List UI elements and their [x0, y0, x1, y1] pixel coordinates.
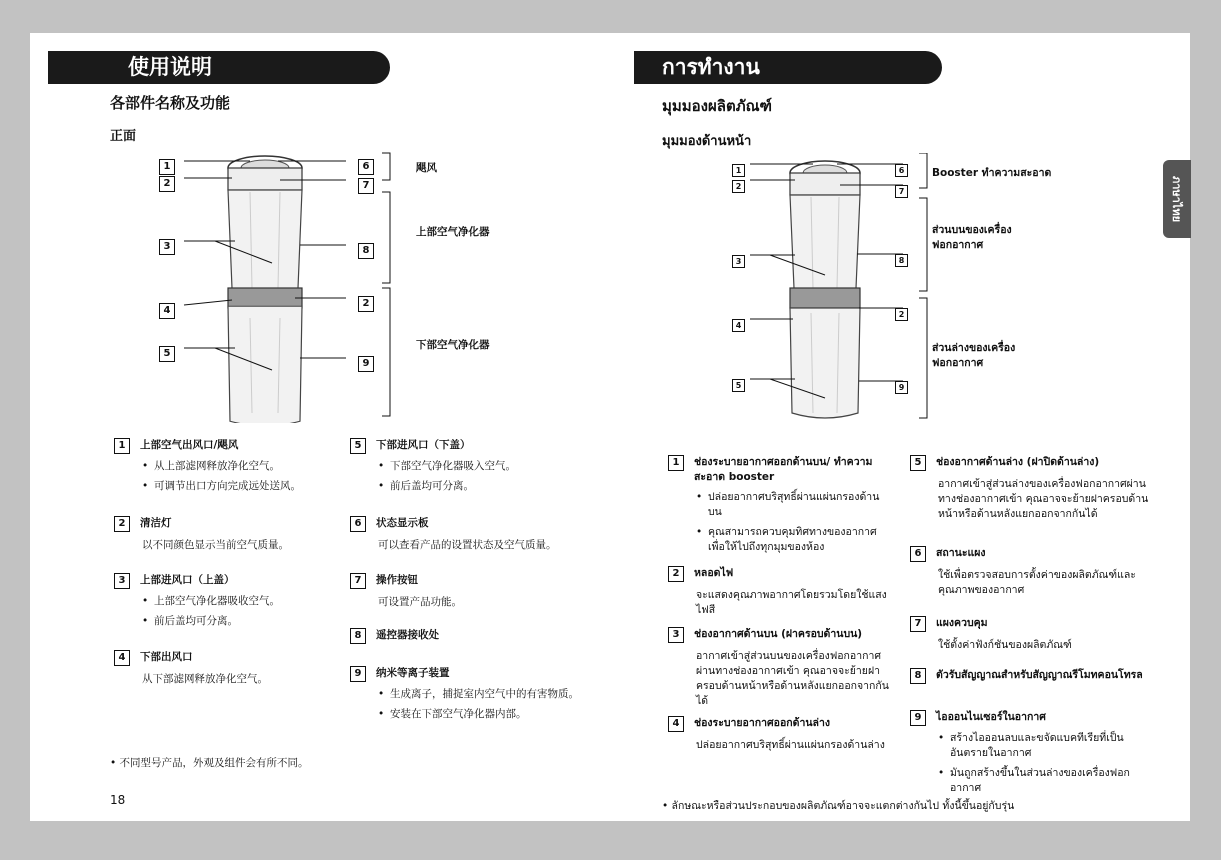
item-bullet: • สร้างไอออนลบและขจัดแบคทีเรียที่เป็นอันตรายในอากาศ: [938, 731, 1150, 761]
callout-1: 1: [159, 159, 175, 175]
item-bullet: • ปล่อยอากาศบริสุทธิ์ผ่านแผ่นกรองด้านบน: [696, 490, 893, 520]
list-item: [910, 710, 1150, 796]
left-page: [30, 33, 610, 821]
callout-1: 1: [732, 164, 745, 177]
item-number: 6: [350, 516, 366, 532]
item-number: 8: [910, 668, 926, 684]
item-desc: จะแสดงคุณภาพอากาศโดยรวมโดยใช้แสงไฟสี: [696, 589, 887, 616]
callout-7: 7: [358, 178, 374, 194]
item-title: ช่องระบายอากาศออกด้านล่าง: [694, 717, 830, 729]
bracket-label-booster: Booster ทำความสะอาด: [932, 167, 1052, 179]
item-bullet: • 上部空气净化器吸收空气。: [142, 594, 334, 609]
list-item: [114, 650, 334, 687]
bracket-label-upper: ส่วนบนของเครื่อง ฟอกอากาศ: [932, 224, 1012, 251]
item-title: 下部进风口（下盖）: [376, 439, 471, 451]
list-item: [910, 546, 1150, 598]
item-title: ไอออนไนเซอร์ในอากาศ: [936, 711, 1046, 723]
item-number: 6: [910, 546, 926, 562]
section-title: การทำงาน: [662, 55, 760, 79]
view-label: 正面: [110, 129, 137, 144]
item-number: 4: [114, 650, 130, 666]
bracket-label-lower: 下部空气净化器: [416, 339, 490, 351]
item-desc: 可以查看产品的设置状态及空气质量。: [378, 539, 557, 551]
callout-3: 3: [732, 255, 745, 268]
page-subtitle: 各部件名称及功能: [110, 94, 231, 112]
item-number: 4: [668, 716, 684, 732]
callout-2b: 2: [895, 308, 908, 321]
item-number: 1: [114, 438, 130, 454]
callout-6: 6: [895, 164, 908, 177]
item-title: 下部出风口: [140, 651, 193, 663]
item-number: 9: [910, 710, 926, 726]
callout-2: 2: [732, 180, 745, 193]
list-item: [350, 573, 590, 610]
footnote: • ลักษณะหรือส่วนประกอบของผลิตภัณฑ์อาจจะแตกต่างกันไป ทั้งนี้ขึ้นอยู่กับรุ่น: [662, 800, 1015, 812]
callout-8: 8: [895, 254, 908, 267]
item-number: 7: [350, 573, 366, 589]
item-desc: 以不同颜色显示当前空气质量。: [142, 539, 289, 551]
list-item: [350, 628, 590, 644]
section-banner: [634, 51, 942, 84]
language-tab: [1163, 160, 1191, 238]
list-item: [350, 438, 590, 494]
callout-5: 5: [732, 379, 745, 392]
item-title: ช่องอากาศด้านล่าง (ฝาปิดด้านล่าง): [936, 456, 1100, 468]
list-item: [668, 716, 893, 753]
item-bullet: • 从上部滤网释放净化空气。: [142, 459, 334, 474]
item-number: 3: [114, 573, 130, 589]
callout-3: 3: [159, 239, 175, 255]
item-title: ตัวรับสัญญาณสำหรับสัญญาณรีโมทคอนโทรล: [936, 669, 1143, 681]
item-title: ช่องระบายอากาศออกด้านบน/ ทำความสะอาด booster: [694, 456, 873, 483]
item-title: แผงควบคุม: [936, 617, 988, 629]
list-item: [350, 516, 590, 553]
right-page: [610, 33, 1190, 821]
view-label: มุมมองด้านหน้า: [662, 134, 752, 149]
bracket-label-booster: 飓风: [416, 162, 437, 174]
list-item: [668, 455, 893, 555]
item-bullet: • คุณสามารถควบคุมทิศทางของอากาศเพื่อให้ไปถึงทุกมุมของห้อง: [696, 525, 893, 555]
item-desc: 可设置产品功能。: [378, 596, 462, 608]
callout-7: 7: [895, 185, 908, 198]
callout-9: 9: [358, 356, 374, 372]
item-bullet: • 可调节出口方向完成远处送风。: [142, 479, 334, 494]
item-title: 状态显示板: [376, 517, 429, 529]
item-desc: 从下部滤网释放净化空气。: [142, 673, 268, 685]
callout-5: 5: [159, 346, 175, 362]
callout-9: 9: [895, 381, 908, 394]
item-desc: ใช้เพื่อตรวจสอบการตั้งค่าของผลิตภัณฑ์และคุณภาพของอากาศ: [938, 569, 1136, 596]
item-number: 2: [668, 566, 684, 582]
item-bullet: • 生成离子，捕捉室内空气中的有害物质。: [378, 687, 590, 702]
item-title: 上部空气出风口/飓风: [140, 439, 239, 451]
item-bullet: • 前后盖均可分离。: [142, 614, 334, 629]
callout-8: 8: [358, 243, 374, 259]
callout-6: 6: [358, 159, 374, 175]
item-title: สถานะแผง: [936, 547, 986, 559]
item-number: 8: [350, 628, 366, 644]
item-bullet: • มันถูกสร้างขึ้นในส่วนล่างของเครื่องฟอกอากาศ: [938, 766, 1150, 796]
item-title: 纳米等离子装置: [376, 667, 450, 679]
item-bullet: • 前后盖均可分离。: [378, 479, 590, 494]
list-item: [668, 566, 893, 618]
item-number: 3: [668, 627, 684, 643]
list-item: [114, 516, 334, 553]
item-title: 遥控器接收处: [376, 629, 439, 641]
list-item: [350, 666, 590, 722]
list-item: [910, 616, 1150, 653]
section-banner: [48, 51, 390, 84]
item-title: 操作按钮: [376, 574, 418, 586]
callout-4: 4: [732, 319, 745, 332]
item-number: 1: [668, 455, 684, 471]
item-number: 5: [910, 455, 926, 471]
item-number: 7: [910, 616, 926, 632]
item-bullet: • 下部空气净化器吸入空气。: [378, 459, 590, 474]
item-bullet: • 安装在下部空气净化器内部。: [378, 707, 590, 722]
item-desc: ปล่อยอากาศบริสุทธิ์ผ่านแผ่นกรองด้านล่าง: [696, 739, 885, 751]
page-subtitle: มุมมองผลิตภัณฑ์: [662, 97, 772, 115]
item-title: 清洁灯: [140, 517, 172, 529]
item-desc: อากาศเข้าสู่ส่วนล่างของเครื่องฟอกอากาศผ่านทางช่องอากาศเข้า คุณอาจจะย้ายฝาครอบด้านหน้าหรือด้านหลังแยกออกจากกันได้: [938, 478, 1149, 520]
list-item: [910, 668, 1150, 684]
item-title: 上部进风口（上盖）: [140, 574, 235, 586]
item-number: 9: [350, 666, 366, 682]
list-item: [114, 438, 334, 494]
list-item: [114, 573, 334, 629]
language-tab-label: ภาษาไทย: [1170, 175, 1183, 223]
list-item: [910, 455, 1150, 522]
item-title: หลอดไฟ: [694, 567, 734, 579]
footnote: • 不同型号产品，外观及组件会有所不同。: [110, 757, 309, 769]
item-desc: ใช้ตั้งค่าฟังก์ชันของผลิตภัณฑ์: [938, 639, 1072, 651]
bracket-label-lower: ส่วนล่างของเครื่อง ฟอกอากาศ: [932, 342, 1016, 369]
item-desc: อากาศเข้าสู่ส่วนบนของเครื่องฟอกอากาศผ่านทางช่องอากาศเข้า คุณอาจจะย้ายฝาครอบด้านหน้าหรือด้านหลังแยกออกจากกันได้: [696, 650, 889, 707]
callout-4: 4: [159, 303, 175, 319]
item-number: 2: [114, 516, 130, 532]
purifier-diagram: [150, 148, 450, 423]
section-title: 使用说明: [128, 55, 212, 79]
callout-2: 2: [159, 176, 175, 192]
item-title: ช่องอากาศด้านบน (ฝาครอบด้านบน): [694, 628, 863, 640]
item-number: 5: [350, 438, 366, 454]
page-number: 18: [110, 793, 126, 807]
list-item: [668, 627, 893, 709]
bracket-label-upper: 上部空气净化器: [416, 226, 490, 238]
callout-2b: 2: [358, 296, 374, 312]
